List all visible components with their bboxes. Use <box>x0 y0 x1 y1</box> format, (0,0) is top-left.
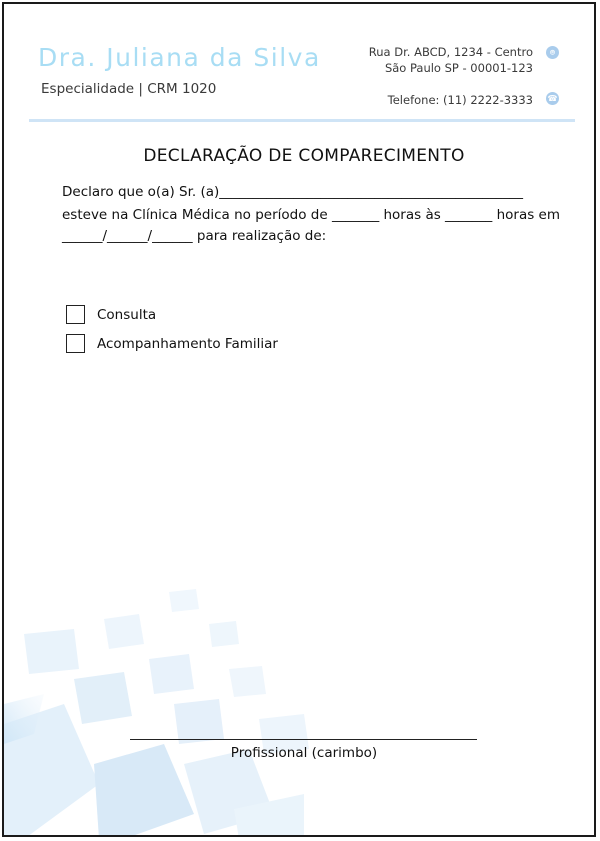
specialty-crm: Especialidade | CRM 1020 <box>41 81 217 97</box>
phone-number: Telefone: (11) 2222-3333 <box>387 93 533 107</box>
signature-label: Profissional (carimbo) <box>230 745 378 761</box>
consulta-label: Consulta <box>97 306 157 323</box>
header-divider <box>29 119 575 122</box>
location-icon: ⌾ <box>546 46 559 59</box>
option-consulta[interactable] <box>66 304 156 325</box>
acompanhamento-familiar-checkbox[interactable] <box>66 334 85 353</box>
document-title: DECLARAÇÃO DE COMPARECIMENTO <box>143 146 465 166</box>
declaration-line-3: ______/______/______ para realização de: <box>62 228 327 244</box>
declaration-line-1: Declaro que o(a) Sr. (a)_____________________________________________ <box>62 184 524 200</box>
acompanhamento-familiar-label: Acompanhamento Familiar <box>97 335 278 352</box>
consulta-checkbox[interactable] <box>66 305 85 324</box>
declaration-line-2: esteve na Clínica Médica no período de _______ horas às _______ horas em <box>62 207 561 223</box>
phone-icon: ☎ <box>547 94 558 103</box>
address-line-1: Rua Dr. ABCD, 1234 - Centro <box>368 45 533 59</box>
decorative-mosaic-background <box>4 4 596 837</box>
signature-line <box>130 739 477 740</box>
address-block <box>369 44 533 76</box>
document-page <box>2 2 596 837</box>
doctor-name: Dra. Juliana da Silva <box>38 43 321 72</box>
address-line-2: São Paulo SP - 00001-123 <box>384 61 533 75</box>
option-acompanhamento-familiar[interactable] <box>66 333 278 354</box>
